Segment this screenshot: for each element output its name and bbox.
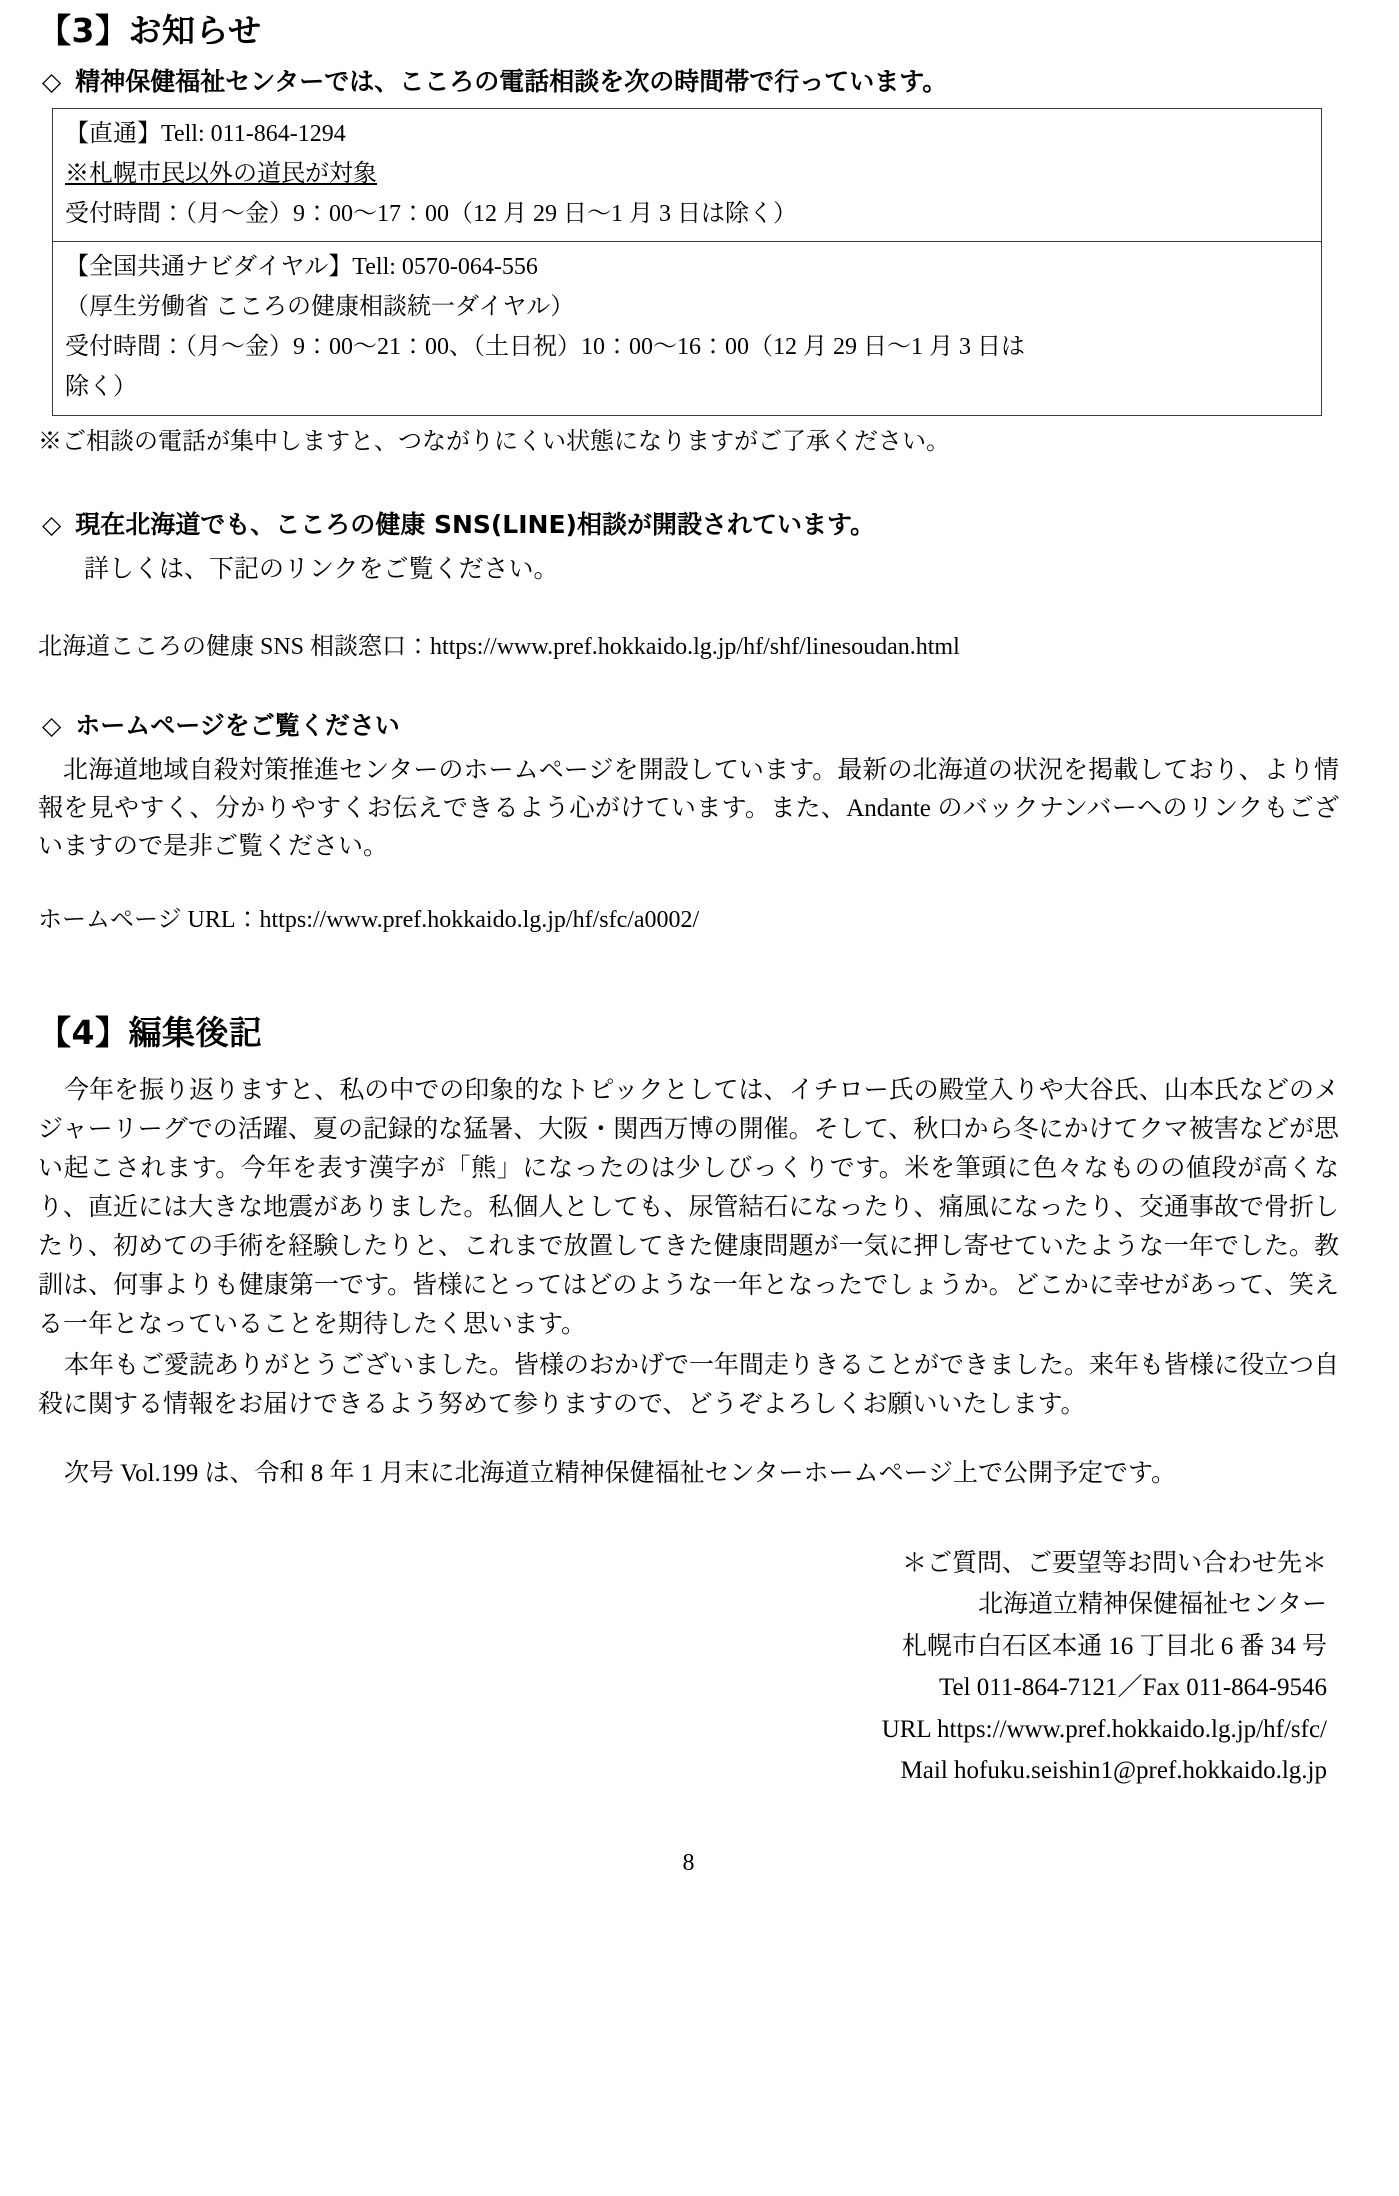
page-number: 8: [682, 1849, 695, 1876]
direct-line-target: ※札幌市民以外の道民が対象: [65, 160, 377, 187]
diamond-icon: ◇: [42, 710, 62, 740]
section-3-bullet-2: [38, 508, 1339, 542]
editorial-paragraph-2: 本年もご愛読ありがとうございました。皆様のおかげで一年間走りきることができました。来年も皆様に役立つ自殺に関する情報をお届けできるよう努めて参りますので、どうぞよろしくお願いいたします。: [38, 1351, 1340, 1418]
navi-dial-agency: （厚生労働省 こころの健康相談統一ダイヤル）: [65, 294, 575, 321]
editorial-paragraph-1: 今年を振り返りますと、私の中での印象的なトピックとしては、イチロー氏の殿堂入りや大谷氏、山本氏などのメジャーリーグでの活躍、夏の記録的な猛暑、大阪・関西万博の開催。そして、秋口から冬にかけてクマ被害などが思い起こされます。今年を表す漢字が「熊」になったのは少しびっくりです。米を筆頭に色々なものの値段が高くなり、直近には大きな地震がありました。私個人としても、尿管結石になったり、痛風になったり、交通事故で骨折したり、初めての手術を経験したりと、これまで放置してきた健康問題が一気に押し寄せていたような一年でした。教訓は、何事よりも健康第一です。皆様にとってはどのような一年となったでしょうか。どこかに幸せがあって、笑える一年となっていることを期待したく思います。: [38, 1076, 1339, 1338]
phone-consultation-table: [52, 108, 1322, 416]
contact-block: [38, 1545, 1339, 1790]
table-row: [53, 241, 1321, 414]
contact-address: 札幌市白石区本通 16 丁目北 6 番 34 号: [901, 1632, 1327, 1660]
sns-consultation-url[interactable]: 北海道こころの健康 SNS 相談窓口：https://www.pref.hokkaido.lg.jp/hf/shf/linesoudan.html: [38, 633, 960, 660]
diamond-icon: ◇: [42, 509, 62, 539]
editorial-paragraph-3: 次号 Vol.199 は、令和 8 年 1 月末に北海道立精神保健福祉センターホームページ上で公開予定です。: [64, 1459, 1177, 1487]
sns-detail-note: 詳しくは、下記のリンクをご覧ください。: [84, 556, 559, 584]
navi-dial-number: 【全国共通ナビダイヤル】Tell: 0570-064-556: [65, 254, 538, 281]
section-3-bullet-2-text: 現在北海道でも、こころの健康 SNS(LINE)相談が開設されています。: [75, 509, 875, 539]
editorial-body: [38, 1071, 1339, 1493]
section-3-bullet-3-text: ホームページをご覧ください: [75, 710, 400, 740]
contact-mail[interactable]: Mail hofuku.seishin1@pref.hokkaido.lg.jp: [900, 1757, 1327, 1785]
section-3-bullet-3: [38, 709, 1339, 743]
contact-url[interactable]: URL https://www.pref.hokkaido.lg.jp/hf/sfc/: [881, 1715, 1327, 1743]
phone-congestion-note: ※ご相談の電話が集中しますと、つながりにくい状態になりますがご了承ください。: [38, 428, 950, 455]
direct-line-number: 【直通】Tell: 011-864-1294: [65, 121, 346, 147]
table-row: [53, 109, 1321, 241]
navi-dial-hours-cont: 除く）: [65, 373, 137, 400]
section-3-heading: 【3】お知らせ: [38, 11, 262, 50]
section-3-bullet-1-text: 精神保健福祉センターでは、こころの電話相談を次の時間帯で行っています。: [75, 67, 948, 97]
direct-line-hours: 受付時間：（月〜金）9：00〜17：00（12 月 29 日〜1 月 3 日は除く）: [65, 200, 797, 227]
section-4-heading: 【4】編集後記: [38, 1012, 263, 1052]
contact-organization: 北海道立精神保健福祉センター: [977, 1591, 1327, 1619]
section-3-bullet-1: [38, 65, 1339, 99]
contact-phone-fax: Tel 011-864-7121／Fax 011-864-9546: [938, 1674, 1327, 1702]
diamond-icon: ◇: [42, 67, 62, 97]
navi-dial-hours: 受付時間：（月〜金）9：00〜21：00、（土日祝）10：00〜16：00（12 月 29 日〜1 月 3 日は: [65, 333, 1025, 360]
contact-title: ＊ご質問、ご要望等お問い合わせ先＊: [901, 1549, 1327, 1577]
homepage-url[interactable]: ホームページ URL：https://www.pref.hokkaido.lg.jp/hf/sfc/a0002/: [38, 906, 700, 933]
homepage-paragraph: 北海道地域自殺対策推進センターのホームページを開設しています。最新の北海道の状況を掲載しており、より情報を見やすく、分かりやすくお伝えできるよう心がけています。また、Andante のバックナンバーへのリンクもございますので是非ご覧ください。: [38, 756, 1339, 860]
